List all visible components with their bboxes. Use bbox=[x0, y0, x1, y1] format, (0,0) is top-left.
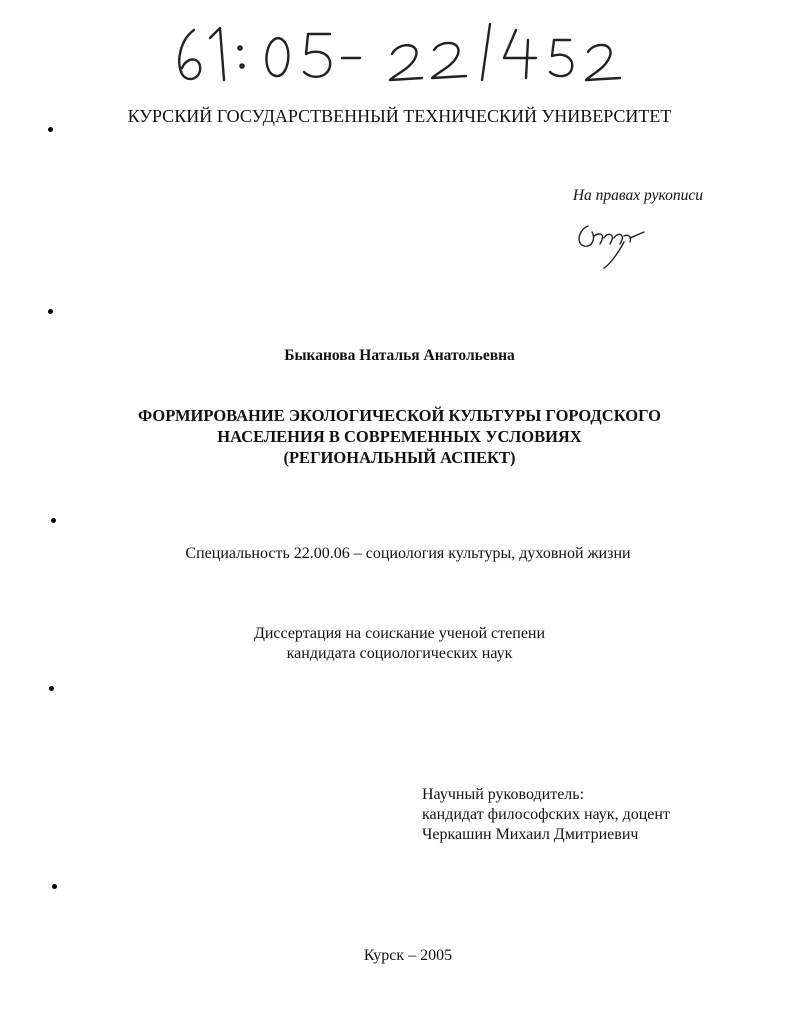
dissertation-title bbox=[0, 405, 799, 468]
binding-mark bbox=[48, 309, 53, 314]
signature-icon bbox=[574, 214, 654, 274]
binding-mark bbox=[49, 686, 54, 691]
scientific-advisor bbox=[422, 785, 670, 845]
title-line: НАСЕЛЕНИЯ В СОВРЕМЕННЫХ УСЛОВИЯХ bbox=[217, 427, 582, 446]
binding-mark bbox=[51, 518, 56, 523]
advisor-line: кандидат философских наук, доцент bbox=[422, 806, 670, 823]
title-line: (РЕГИОНАЛЬНЫЙ АСПЕКТ) bbox=[283, 448, 516, 467]
manuscript-note: На правах рукописи bbox=[572, 187, 703, 204]
degree-statement bbox=[0, 624, 799, 664]
handwritten-archive-code bbox=[170, 18, 630, 88]
advisor-line: Черкашин Михаил Дмитриевич bbox=[422, 826, 639, 843]
binding-mark bbox=[48, 127, 53, 132]
author-name: Быканова Наталья Анатольевна bbox=[284, 347, 515, 364]
university-name: КУРСКИЙ ГОСУДАРСТВЕННЫЙ ТЕХНИЧЕСКИЙ УНИВЕРСИТЕТ bbox=[127, 106, 672, 126]
specialty: Специальность 22.00.06 – социология культуры, духовной жизни bbox=[185, 545, 631, 562]
advisor-line: Научный руководитель: bbox=[422, 786, 585, 803]
title-line: ФОРМИРОВАНИЕ ЭКОЛОГИЧЕСКОЙ КУЛЬТУРЫ ГОРОДСКОГО bbox=[137, 406, 661, 425]
binding-mark bbox=[52, 884, 57, 889]
city-year: Курск – 2005 bbox=[363, 947, 453, 964]
degree-line: Диссертация на соискание ученой степени bbox=[253, 625, 546, 642]
degree-line: кандидата социологических наук bbox=[286, 645, 513, 662]
